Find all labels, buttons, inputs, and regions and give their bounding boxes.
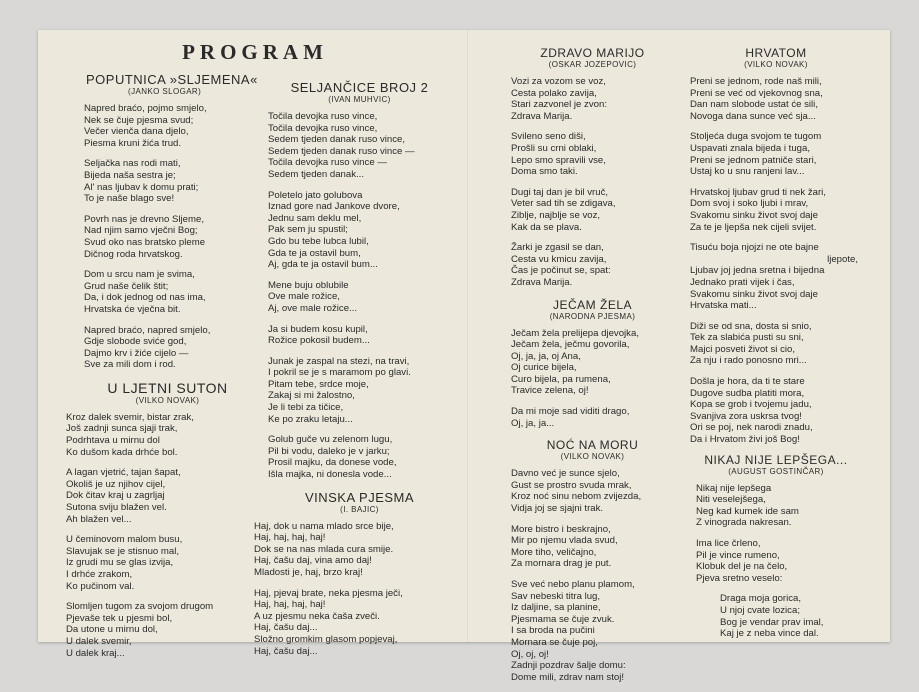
verse-line: Zadnji pozdrav šalje domu: — [511, 660, 626, 672]
verse-line: Cesta polako zavija, — [511, 87, 597, 99]
verse-line: U dalek svemir, — [66, 635, 132, 647]
stanza — [84, 325, 255, 371]
verse-line: Dom svoj i soko ljubi i mrav, — [690, 198, 809, 210]
verse-line: Ječam žela, ječmu govorila, — [511, 339, 630, 351]
verse-line: Draga moja gorica, — [720, 593, 802, 605]
verse-line: Iz daljine, sa planine, — [511, 602, 601, 614]
verse-line: Čas je počinut se, spat: — [511, 265, 611, 277]
verse-line: Napred braćo, napred smjelo, — [84, 324, 211, 336]
verse-line: Točila devojka ruso vince — — [268, 157, 387, 169]
stanza — [690, 242, 862, 312]
verse-line: Večer vienča dana djelo, — [84, 126, 189, 138]
verse-line: Svakomu sinku život svoj daje — [690, 288, 818, 300]
stanza — [268, 324, 457, 347]
verse-line: I pokril se je s maramom po glavi. — [268, 367, 411, 379]
song-title: U LJETNI SUTON — [107, 379, 228, 396]
verse-line: Je li tebi za tičice, — [268, 402, 344, 414]
verse-line: Tisuću boja njojzi ne ote bajne — [690, 242, 819, 254]
verse-line: Preni se jednom patniče stari, — [690, 154, 817, 166]
verse-line: Svileno seno diši, — [511, 131, 586, 143]
column-4 — [690, 46, 862, 649]
song-vinska-pjesma — [254, 489, 457, 658]
verse-line: Sedem tjeden danak ruso vince — — [268, 145, 415, 157]
verse-line: Seljačka nas rodi mati, — [84, 158, 181, 170]
verse-line: Kroz noć sinu nebom zvijezda, — [511, 491, 642, 503]
verse-line: A uz pjesmu neka čaša zveči. — [254, 610, 380, 622]
stanza — [690, 187, 862, 233]
stanza — [690, 131, 862, 177]
song-hrvatom — [690, 46, 862, 446]
verse-line: Da utone u mirnu dol, — [66, 624, 158, 636]
verse-line: A lagan vjetrić, tajan šapat, — [66, 467, 181, 479]
verse-line: Ko pučinom val. — [66, 580, 135, 592]
verse-line: Piesma kruni žića trud. — [84, 137, 182, 149]
verse-line: Stoljeća duga svojom te tugom — [690, 131, 822, 143]
verse-line: Stari zazvonel je zvon: — [511, 99, 607, 111]
verse-line: Gdo bu tebe lubca lubil, — [268, 235, 369, 247]
song-u-ljetni-suton — [66, 379, 255, 659]
stanza — [690, 76, 862, 122]
verse-line: Cesta vu kmicu zavija, — [511, 253, 607, 265]
verse-line: Točila devojka ruso vince, — [268, 111, 378, 122]
verse-line: Prosil majku, da donese vode, — [268, 457, 397, 469]
verse-line: Za te je ljepša nek cijeli svijet. — [690, 221, 817, 233]
verse-line: Pjesmama se čuje zvuk. — [511, 613, 615, 625]
verse-line: Pjeva sretno veselo: — [696, 572, 783, 584]
verse-line: Mir po njemu vlada svud, — [511, 535, 618, 547]
verse-line: Diži se od sna, dosta si snio, — [690, 320, 812, 332]
verse-line: Da i Hrvatom živi još Bog! — [690, 434, 800, 446]
verse-line: Oj curice bijela, — [511, 362, 577, 374]
verse-line: Ko dušom kada drhće bol. — [66, 446, 178, 458]
verse-line: U čeminovom malom busu, — [66, 534, 183, 546]
verse-line: Da mi moje sad viditi drago, — [511, 406, 630, 418]
verse-line: To je naše blago sve! — [84, 193, 175, 205]
stanza — [66, 534, 255, 592]
verse-line: Ah blažen vel... — [66, 513, 132, 525]
stanza — [254, 521, 457, 579]
verse-line: Kak da se plava. — [511, 221, 582, 233]
verse-line: Preni se jednom, rode naš mili, — [690, 76, 822, 87]
verse-line: Sedem tjeden danak... — [268, 168, 365, 180]
verse-line: Ja si budem kosu kupil, — [268, 323, 368, 335]
verse-line: Iznad gore nad Jankove dvore, — [268, 201, 400, 213]
verse-line: Klobuk del je na čelo, — [696, 561, 788, 573]
stanza — [696, 538, 862, 584]
verse-line: Hrvatskoj ljubav grud ti nek žari, — [690, 186, 826, 198]
verse-line: Prošli su crni oblaki, — [511, 142, 597, 154]
verse-line: Mene buju oblubile — [268, 279, 349, 291]
verse-line: Z vinograda nakresan. — [696, 517, 792, 529]
stanza — [511, 524, 680, 570]
verse-line: Napred braćo, pojmo smjelo, — [84, 103, 207, 114]
stanza — [84, 269, 255, 315]
verse-line: Pitam tebe, srdce moje, — [268, 378, 369, 390]
verse-line: Haj, haj, haj, haj! — [254, 599, 326, 611]
verse-line: Uspavati znala bijeda i tuga, — [690, 142, 810, 154]
stanza — [511, 187, 680, 233]
stanza — [511, 406, 680, 429]
verse-line: Podrhtava u mirnu dol — [66, 435, 160, 447]
stanza — [511, 468, 680, 514]
stanza — [690, 321, 862, 367]
song-author: (JANKO SLOGAR) — [128, 87, 202, 96]
song-author: (AUGUST GOSTINČAR) — [728, 466, 824, 476]
song-author: (VILKO NOVAK) — [560, 452, 625, 462]
stanza — [66, 601, 255, 659]
verse-line: Oj, oj, oj! — [511, 648, 549, 660]
verse-line: Ječam žela prelijepa djevojka, — [511, 327, 639, 339]
stanza — [268, 190, 457, 271]
verse-line: Sve za mili dom i rod. — [84, 359, 176, 371]
song-author: (NARODNA PJESMA) — [549, 311, 636, 321]
verse-line: Još zadnji sunca sjaji trak, — [66, 423, 178, 435]
verse-line: Gda te ja ostavil bum, — [268, 247, 361, 259]
verse-line: I drhće zrakom, — [66, 569, 133, 580]
verse-line: Sav nebeski titra lug, — [511, 590, 601, 602]
song-seljancice — [262, 80, 457, 481]
verse-line: Hrvatska mati... — [690, 300, 757, 312]
verse-line: Išla majka, ni donesla vode... — [268, 469, 392, 481]
verse-line: Mornara se čuje poj, — [511, 636, 598, 648]
verse-line: Dičnog roda hrvatskog. — [84, 248, 183, 260]
stanza — [254, 588, 457, 658]
verse-line: ljepote, — [827, 253, 858, 265]
verse-line: Aj, ove male rožice... — [268, 302, 358, 314]
verse-line: Majci posveti život si cio, — [690, 343, 796, 355]
verse-line: Aj, gda te ja ostavil bum... — [268, 259, 378, 271]
verse-line: Novoga dana sunce već sja... — [690, 110, 816, 122]
verse-line: Točila devojka ruso vince, — [268, 122, 378, 134]
verse-line: Lepo smo spravili vse, — [511, 154, 606, 166]
song-title: VINSKA PJESMA — [304, 489, 415, 505]
stanza — [268, 111, 457, 181]
stanza — [696, 483, 862, 529]
verse-line: Slomljen tugom za svojom drugom — [66, 601, 214, 613]
song-title: NOĆ NA MORU — [546, 438, 639, 453]
verse-line: Povrh nas je drevno Sljeme, — [84, 213, 204, 225]
verse-line: Dajmo krv i žiće cijelo — — [84, 347, 189, 359]
song-noc-na-moru — [505, 438, 680, 683]
song-author: (I. BAJIC) — [340, 504, 379, 514]
verse-line: Haj, dok u nama mlado srce bije, — [254, 520, 394, 532]
column-1 — [66, 72, 258, 668]
verse-line: Travice zelena, oj! — [511, 385, 589, 397]
verse-line: Nikaj nije lepšega — [696, 482, 772, 494]
verse-line: Tek za slabića pusti su sni, — [690, 332, 804, 344]
song-title: HRVATOM — [745, 46, 807, 60]
verse-line: More tiho, veličajno, — [511, 546, 597, 558]
page-fold — [467, 30, 469, 642]
verse-line: Davno već je sunce sjelo, — [511, 468, 620, 480]
verse-line: Vidja joj se sjajni trak. — [511, 503, 604, 515]
verse-line: Golub guče vu zelenom lugu, — [268, 434, 393, 446]
song-title: JEČAM ŽELA — [552, 297, 632, 312]
stanza — [268, 356, 457, 426]
verse-line: Dugove sudba platiti mora, — [690, 387, 805, 399]
verse-line: Dugi taj dan je bil vruč, — [511, 186, 609, 198]
verse-line: Hrvatska će vječna bit. — [84, 303, 181, 315]
stanza — [84, 214, 255, 260]
verse-line: Sedem tjeden danak ruso vince, — [268, 134, 406, 146]
verse-line: I sa broda na pučini — [511, 625, 595, 637]
verse-line: Sutona sviju blažen vel. — [66, 502, 167, 514]
verse-line: Pil je vince rumeno, — [696, 549, 780, 561]
verse-line: Žarki je zgasil se dan, — [511, 242, 604, 254]
song-poputnica — [80, 72, 258, 371]
verse-line: Jednako prati vijek i čas, — [690, 276, 795, 288]
stanza — [511, 131, 680, 177]
verse-line: U dalek kraj... — [66, 647, 125, 659]
verse-line: Gust se prostro svuda mrak, — [511, 479, 632, 491]
verse-line: Zdrava Marija. — [511, 276, 573, 288]
verse-line: Dom u srcu nam je svima, — [84, 269, 195, 281]
verse-line: Da, i dok jednog od nas ima, — [84, 292, 206, 304]
verse-line: Haj, pjevaj brate, neka pjesma ječi, — [254, 587, 403, 599]
song-author: (VILKO NOVAK) — [135, 395, 200, 405]
verse-line: Haj, čašu daj... — [254, 645, 318, 657]
verse-line: Za mornara drag je put. — [511, 558, 612, 570]
verse-line: Složno gromkim glasom popjevaj, — [254, 633, 398, 645]
verse-line: Nad njim samo vječni Bog; — [84, 225, 198, 237]
verse-line: Curo bijela, pa rumena, — [511, 373, 611, 385]
verse-line: Za nju i rado ponosno mri... — [690, 355, 807, 367]
verse-line: Niti veselejšega, — [696, 494, 766, 506]
verse-line: Preni se već od vjekovnog sna, — [690, 87, 823, 99]
verse-line: Veter sad tih se zdigava, — [511, 198, 616, 210]
verse-line: Ziblje, najblje se voz, — [511, 209, 601, 221]
verse-line: Svud oko nas bratsko pleme — [84, 236, 206, 248]
stanza — [84, 158, 255, 204]
verse-line: Ove male rožice, — [268, 291, 340, 303]
verse-line: Grud naše čelik štit; — [84, 280, 169, 292]
verse-line: Vozi za vozom se voz, — [511, 76, 606, 87]
verse-line: Jednu sam deklu mel, — [268, 212, 362, 224]
stanza — [66, 412, 255, 458]
verse-line: Gdje slobode sviće god, — [84, 336, 187, 348]
verse-line: Oj, ja, ja, oj Ana, — [511, 350, 581, 362]
verse-line: Doma smo taki. — [511, 166, 578, 178]
verse-line: Sve već nebo planu plamom, — [511, 579, 635, 590]
stanza — [268, 280, 457, 315]
verse-line: Ima lice črleno, — [696, 538, 761, 549]
stanza — [66, 467, 255, 525]
verse-line: Zdrava Marija. — [511, 110, 573, 122]
verse-line: Ori se poj, nek narodi znadu, — [690, 422, 813, 434]
verse-line: Ustaj ko u snu ranjeni lav... — [690, 166, 805, 178]
song-jecam-zela — [505, 298, 680, 430]
verse-line: Haj, haj, haj, haj! — [254, 532, 326, 544]
stanza — [84, 103, 255, 149]
verse-line: Došla je hora, da ti te stare — [690, 376, 805, 388]
verse-line: Dome mili, zdrav nam stoj! — [511, 671, 625, 683]
stanza — [511, 242, 680, 288]
column-3 — [505, 46, 680, 692]
song-author: (VILKO NOVAK) — [744, 60, 808, 69]
stanza — [690, 376, 862, 446]
verse-line: Haj, čašu daj, vina amo daj! — [254, 555, 372, 567]
song-zdravo-marijo — [505, 46, 680, 289]
column-2 — [254, 80, 457, 666]
verse-line: Bog je vendar prav imal, — [720, 616, 824, 628]
song-author: (IVAN MUHVIC) — [328, 95, 391, 104]
verse-line: Pak sem ju spustil; — [268, 224, 348, 236]
verse-line: More bistro i beskrajno, — [511, 523, 611, 535]
verse-line: Dan nam slobode ustat će sili, — [690, 99, 818, 111]
verse-line: Iz grudi mu se glas izvija, — [66, 557, 174, 569]
verse-line: Kroz dalek svemir, bistar zrak, — [66, 411, 194, 423]
stanza — [268, 434, 457, 480]
verse-line: Svanjiva zora uskrsa tvog! — [690, 410, 802, 422]
verse-line: U njoj cvate lozica; — [720, 604, 800, 616]
verse-line: Kaj je z neba vince dal. — [720, 628, 819, 640]
verse-line: Okoliš je uz njihov cijel, — [66, 478, 166, 490]
verse-line: Rožice pokosil budem... — [268, 335, 370, 347]
verse-line: Dok čitav kraj u zagrljaj — [66, 490, 165, 502]
verse-line: Slavujak se je stisnuo mal, — [66, 545, 180, 557]
verse-line: Zakaj si mi žalostno, — [268, 390, 355, 402]
verse-line: Dok se na nas mlada cura smije. — [254, 543, 394, 555]
verse-line: Neg kad kumek ide sam — [696, 505, 799, 517]
verse-line: Pil bi vodu, daleko je v jarku; — [268, 445, 390, 457]
stanza — [511, 328, 680, 398]
song-title: ZDRAVO MARIJO — [540, 46, 645, 60]
verse-line: Haj, čašu daj... — [254, 622, 318, 634]
verse-line: Mladosti je, haj, brzo kraj! — [254, 567, 363, 578]
verse-line: Ke po zraku letaju... — [268, 413, 353, 425]
verse-line: Al' nas ljubav k domu prati; — [84, 181, 199, 193]
verse-line: Pjevaše tek u pjesmi bol, — [66, 612, 173, 624]
verse-line: Svakomu sinku život svoj daje — [690, 209, 818, 221]
verse-line: Nek se čuje pjesma svud; — [84, 114, 194, 126]
stanza — [511, 579, 680, 683]
stanza — [720, 593, 862, 639]
song-title: SELJANČICE BROJ 2 — [290, 80, 429, 95]
verse-line: Oj, ja, ja... — [511, 417, 555, 429]
song-title: POPUTNICA »SLJEMENA« — [86, 72, 258, 87]
verse-line: Poletelo jato golubova — [268, 189, 363, 201]
song-author: (OSKAR JOZEPOVIC) — [548, 60, 637, 69]
verse-line: Ljubav joj jedna sretna i bijedna — [690, 265, 825, 277]
song-nikaj-nije-lepsega — [690, 453, 862, 640]
verse-line: Kopa se grob i tvojemu jadu, — [690, 399, 812, 411]
song-title: NIKAJ NIJE LEPŠEGA... — [704, 452, 848, 467]
program-title: PROGRAM — [182, 40, 328, 64]
verse-line: Junak je zaspal na stezi, na travi, — [268, 355, 410, 367]
stanza — [511, 76, 680, 122]
verse-line: Bijeda naša sestra je; — [84, 169, 176, 181]
